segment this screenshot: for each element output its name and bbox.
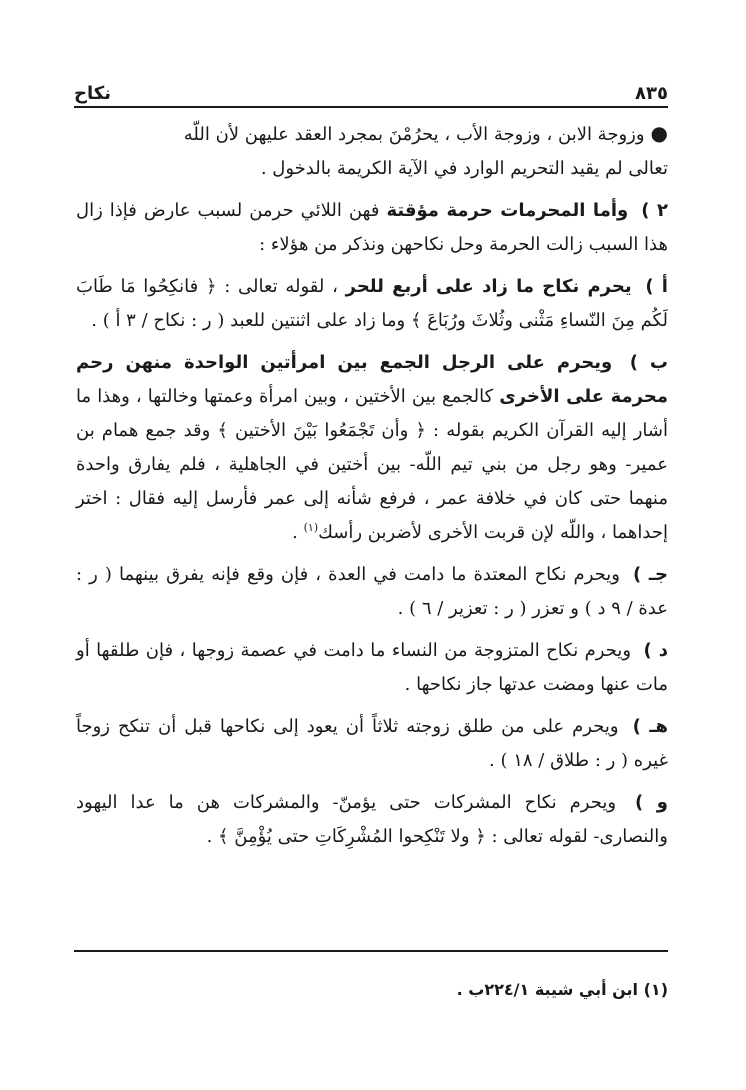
item-text: ويحرم على من طلق زوجته ثلاثاً أن يعود إلى نكاحها قبل أن تنكح زوجاً غيره ( ر : طلاق / ١٨ ) . xyxy=(76,716,668,771)
header-rule xyxy=(74,106,668,108)
item-marker: جـ ) xyxy=(633,564,668,585)
paragraph-bullet xyxy=(76,116,668,186)
line-text: وزوجة الابن ، وزوجة الأب ، يحرُمْنَ بمجرد العقد عليهن لأن اللّه xyxy=(183,124,645,145)
item-heading: يحرم نكاح ما زاد على أربع للحر xyxy=(345,276,632,297)
item-tail: . xyxy=(292,522,298,543)
item-marker: و ) xyxy=(635,792,668,813)
item-marker: أ ) xyxy=(645,276,668,297)
running-title: نكاح xyxy=(74,83,111,104)
item-marker: ٢ ) xyxy=(641,200,668,221)
footnote-reference[interactable]: (١) xyxy=(303,521,319,534)
paragraph-h xyxy=(76,710,668,778)
item-marker: ب ) xyxy=(629,352,668,373)
page-number: ٨٣٥ xyxy=(635,83,668,104)
paragraph-a xyxy=(76,270,668,338)
bullet-icon: ● xyxy=(650,121,668,145)
item-heading: ويحرم على الرجل الجمع بين امرأتين الواحدة منهن رحم محرمة على الأخرى xyxy=(76,352,668,407)
paragraph-line xyxy=(76,116,668,152)
footnote: (١) ابن أبي شيبة ٢٢٤/١ب . xyxy=(456,980,668,999)
item-text: ويحرم نكاح المعتدة ما دامت في العدة ، فإن وقع فإنه يفرق بينهما ( ر : عدة / ٩ د ) و تعزر ( ر : تعزير / ٦ ) . xyxy=(76,564,668,619)
item-text: فهن اللائي حرمن لسبب عارض فإذا زال هذا السبب زالت الحرمة وحل نكاحهن ونذكر من هؤلاء : xyxy=(76,200,668,255)
item-text: ، لقوله تعالى : ﴿ فانكِحُوا مَا طَابَ لَكُم مِنَ النّساءِ مَثْنى وثُلاثَ ورُبَاعَ ﴾ وما زاد على اثنتين للعبد ( ر : نكاح / ٣ أ ) . xyxy=(76,276,668,331)
item-heading: وأما المحرمات حرمة مؤقتة xyxy=(386,200,629,221)
item-text: ويحرم نكاح المتزوجة من النساء ما دامت في عصمة زوجها ، فإن طلقها أو مات عنها ومضت عدتها جاز نكاحها . xyxy=(76,640,668,695)
item-text: ويحرم نكاح المشركات حتى يؤمنّ- والمشركات هن ما عدا اليهود والنصارى- لقوله تعالى : ﴿ ولا تَنْكِحوا المُشْرِكَاتِ حتى يُؤْمِنَّ ﴾ . xyxy=(76,792,668,847)
item-marker: هـ ) xyxy=(632,716,668,737)
paragraph-w xyxy=(76,786,668,854)
running-head xyxy=(74,74,668,104)
footnote-rule xyxy=(74,950,668,952)
paragraph-line: تعالى لم يقيد التحريم الوارد في الآية الكريمة بالدخول . xyxy=(260,158,668,179)
item-marker: د ) xyxy=(643,640,668,661)
paragraph-c xyxy=(76,558,668,626)
paragraph-b xyxy=(76,346,668,550)
paragraph-2 xyxy=(76,194,668,262)
paragraph-d xyxy=(76,634,668,702)
item-text: كالجمع بين الأختين ، وبين امرأة وعمتها وخالتها ، وهذا ما أشار إليه القرآن الكريم بقوله : ﴿ وأن تَجْمَعُوا بَيْنَ الأختين ﴾ وقد جمع همام بن عمير- وهو رجل من بني تيم اللّه- بين أختين في الجاهلية ، فلم يفارق واحدة منهما حتى كان في خلافة عمر ، فرفع شأنه إلى عمر فأرسل إليه فقال : اختر إحداهما ، واللّه لإن قربت الأخرى لأضربن رأسك xyxy=(76,386,668,543)
main-text xyxy=(76,116,668,862)
